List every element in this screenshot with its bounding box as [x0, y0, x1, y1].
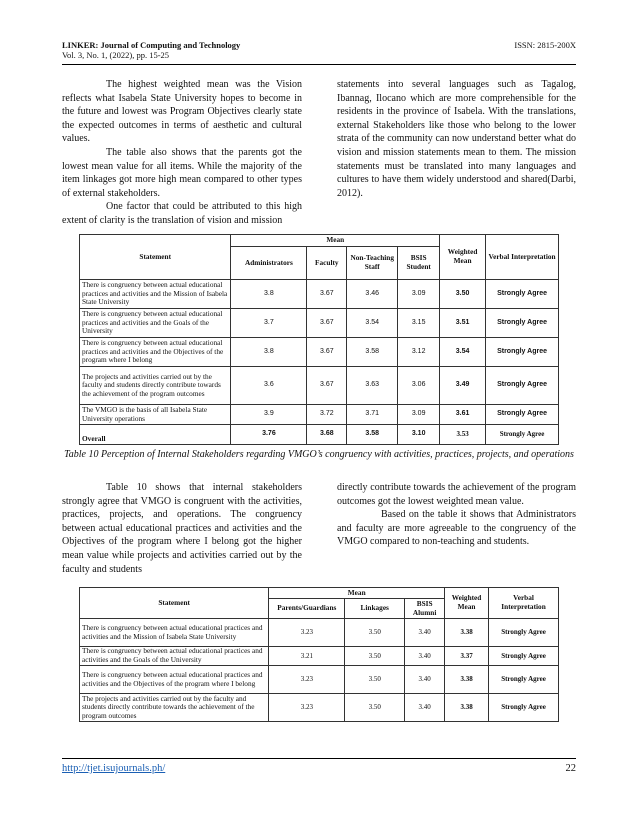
verbal-cell: Strongly Agree: [486, 338, 559, 367]
table-10-caption: Table 10 Perception of Internal Stakeholders regarding VMGO’s congruency with activities, practices, projects, and operations: [64, 449, 574, 460]
value-cell: 3.40: [405, 619, 445, 647]
table-header-mean: Mean: [269, 588, 445, 599]
value-cell: 3.8: [231, 338, 307, 367]
paragraph: directly contribute towards the achievement of the program outcomes got the lowest weighted mean value.: [337, 482, 576, 507]
value-cell: 3.40: [405, 647, 445, 666]
value-cell: 3.67: [307, 367, 347, 405]
verbal-cell: Strongly Agree: [489, 619, 559, 647]
verbal-cell: Strongly Agree: [489, 647, 559, 666]
table-row: [80, 694, 559, 722]
value-cell: 3.23: [269, 666, 345, 694]
footer-rule: [62, 758, 576, 759]
value-cell: 3.40: [405, 666, 445, 694]
journal-title: LINKER: Journal of Computing and Technology: [62, 40, 241, 50]
table-10: [79, 234, 559, 445]
value-cell: 3.58: [347, 338, 398, 367]
verbal-cell: Strongly Agree: [486, 309, 559, 338]
table-header-group: BSIS Alumni: [405, 599, 445, 619]
verbal-cell: Strongly Agree: [489, 666, 559, 694]
value-cell: 3.67: [307, 338, 347, 367]
journal-info: [62, 40, 240, 60]
table-header-mean: Mean: [231, 235, 440, 247]
statement-cell: There is congruency between actual educational practices and activities and the Goals of the University: [80, 309, 231, 338]
paragraph: statements into several languages such as Tagalog, Ibannag, Ilocano which are more comprehensible for the residents in the province of Isabela. With the translations, external Stakeholders like those who belong to the lower strata of the community can now understand better what do vision and mission statements mean to them. The mission statements must be translated into many languages and cultures to have them widely understood and shared(Darbi, 2012).: [337, 79, 576, 199]
value-cell: 3.7: [231, 309, 307, 338]
weighted-mean-cell: 3.61: [440, 405, 486, 425]
paragraph: The table also shows that the parents got the lowest mean value for all items. While the majority of the item linkages got more high mean compared to other types of external stakeholders.: [62, 146, 302, 199]
overall-cell: 3.10: [398, 425, 440, 445]
overall-label: Overall: [80, 425, 231, 445]
value-cell: 3.67: [307, 280, 347, 309]
table-row: [80, 647, 559, 666]
verbal-cell: Strongly Agree: [486, 367, 559, 405]
weighted-mean-cell: 3.54: [440, 338, 486, 367]
value-cell: 3.21: [269, 647, 345, 666]
verbal-cell: Strongly Agree: [486, 280, 559, 309]
table-row-overall: [80, 425, 559, 445]
weighted-mean-cell: 3.51: [440, 309, 486, 338]
value-cell: 3.72: [307, 405, 347, 425]
overall-cell: 3.68: [307, 425, 347, 445]
paragraph: Based on the table it shows that Administrators and faculty are more agreeable to the congruency of the VMGO compared to non-teaching and students.: [337, 509, 576, 548]
weighted-mean-cell: 3.37: [445, 647, 489, 666]
table-row: [80, 309, 559, 338]
table-header-group: Parents/Guardians: [269, 599, 345, 619]
value-cell: 3.8: [231, 280, 307, 309]
paragraph: The highest weighted mean was the Vision reflects what Isabela State University hopes to become in the future and lowest was Program Objectives clearly state the expected outcomes in terms of aesthetic and cultural values.: [62, 79, 302, 145]
table-row: [80, 405, 559, 425]
table-row: [80, 619, 559, 647]
value-cell: 3.50: [345, 666, 405, 694]
table-header-statement: Statement: [80, 588, 269, 619]
right-column-top: [337, 78, 576, 200]
table-header-group: Non-Teaching Staff: [347, 247, 398, 280]
header-rule: [62, 64, 576, 65]
table-header-group: Administrators: [231, 247, 307, 280]
overall-cell: 3.58: [347, 425, 398, 445]
right-column-bottom: [337, 481, 576, 549]
weighted-mean-cell: 3.50: [440, 280, 486, 309]
value-cell: 3.63: [347, 367, 398, 405]
table-header-verbal: Verbal Interpretation: [489, 588, 559, 619]
value-cell: 3.09: [398, 405, 440, 425]
table-header-statement: Statement: [80, 235, 231, 280]
weighted-mean-cell: 3.38: [445, 619, 489, 647]
verbal-cell: Strongly Agree: [489, 694, 559, 722]
journal-volume: Vol. 3, No. 1, (2022), pp. 15-25: [62, 50, 170, 60]
value-cell: 3.6: [231, 367, 307, 405]
value-cell: 3.09: [398, 280, 440, 309]
journal-url-link[interactable]: http://tjet.isujournals.ph/: [62, 763, 166, 774]
value-cell: 3.15: [398, 309, 440, 338]
statement-cell: The VMGO is the basis of all Isabela State University operations: [80, 405, 231, 425]
statement-cell: There is congruency between actual educational practices and activities and the Mission of Isabela State University: [80, 280, 231, 309]
weighted-mean-cell: 3.49: [440, 367, 486, 405]
overall-weighted-mean: 3.53: [440, 425, 486, 445]
left-column-top: [62, 78, 302, 228]
verbal-cell: Strongly Agree: [486, 405, 559, 425]
value-cell: 3.06: [398, 367, 440, 405]
statement-cell: There is congruency between actual educational practices and activities and the Mission of Isabela State University: [80, 619, 269, 647]
value-cell: 3.50: [345, 619, 405, 647]
value-cell: 3.23: [269, 694, 345, 722]
table-header-weighted-mean: Weighted Mean: [445, 588, 489, 619]
table-row: [80, 666, 559, 694]
table-row: [80, 280, 559, 309]
page-number: 22: [565, 763, 576, 774]
table-header-group: BSIS Student: [398, 247, 440, 280]
value-cell: 3.46: [347, 280, 398, 309]
statement-cell: There is congruency between actual educational practices and activities and the Objectives of the program where I belong: [80, 338, 231, 367]
overall-cell: 3.76: [231, 425, 307, 445]
value-cell: 3.50: [345, 647, 405, 666]
statement-cell: There is congruency between actual educational practices and activities and the Goals of the University: [80, 647, 269, 666]
table-header-verbal: Verbal Interpretation: [486, 235, 559, 280]
value-cell: 3.9: [231, 405, 307, 425]
table-11: [79, 587, 559, 722]
overall-verbal: Strongly Agree: [486, 425, 559, 445]
table-row: [80, 367, 559, 405]
issn: ISSN: 2815-200X: [514, 40, 576, 50]
value-cell: 3.67: [307, 309, 347, 338]
value-cell: 3.50: [345, 694, 405, 722]
value-cell: 3.23: [269, 619, 345, 647]
statement-cell: The projects and activities carried out by the faculty and students directly contribute towards the achievement of the program outcomes: [80, 367, 231, 405]
value-cell: 3.71: [347, 405, 398, 425]
statement-cell: The projects and activities carried out by the faculty and students directly contribute towards the achievement of the program outcomes: [80, 694, 269, 722]
table-row: [80, 338, 559, 367]
table-header-group: Faculty: [307, 247, 347, 280]
left-column-bottom: [62, 481, 302, 576]
table-header-weighted-mean: Weighted Mean: [440, 235, 486, 280]
weighted-mean-cell: 3.38: [445, 694, 489, 722]
weighted-mean-cell: 3.38: [445, 666, 489, 694]
paragraph: Table 10 shows that internal stakeholders strongly agree that VMGO is congruent with the activities, practices, projects, and operations. The congruency between actual educational practices and activities and the Objectives of the program where I belong got the higher mean value while projects and activities carried out by the faculty and students: [62, 482, 302, 575]
value-cell: 3.40: [405, 694, 445, 722]
table-header-group: Linkages: [345, 599, 405, 619]
value-cell: 3.12: [398, 338, 440, 367]
value-cell: 3.54: [347, 309, 398, 338]
paragraph: One factor that could be attributed to this high extent of clarity is the translation of vision and mission: [62, 201, 302, 226]
statement-cell: There is congruency between actual educational practices and activities and the Objectives of the program where I belong: [80, 666, 269, 694]
